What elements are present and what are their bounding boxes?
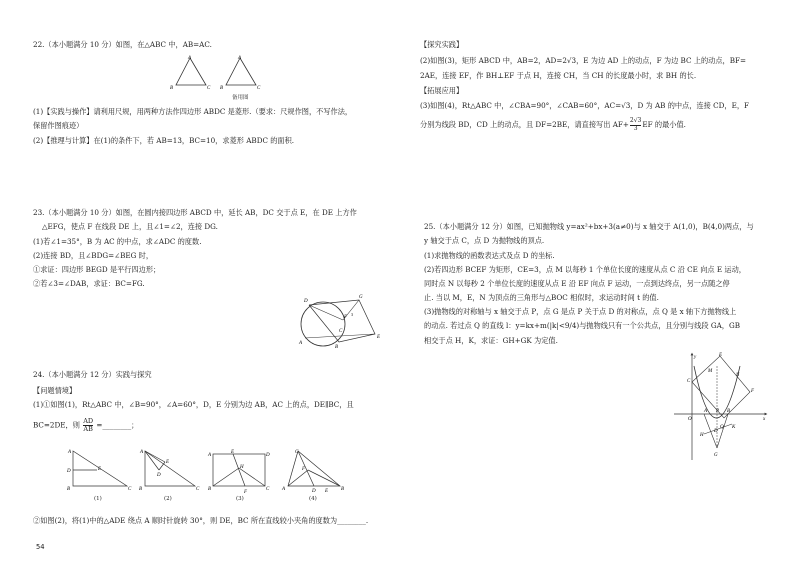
- q22-figure-triangle: [168, 55, 216, 91]
- q24-part1: (1)①如图(1)，Rt△ABC 中，∠B=90°，∠A=60°，D，E 分别为边 AB，AC 上的点，DE∥BC，且: [33, 400, 354, 409]
- svg-text:A: A: [704, 409, 708, 414]
- svg-text:B: B: [67, 487, 71, 492]
- q25-part2-line2: 同时点 N 以每秒 2 个单位长度的速度从点 E 沿 EF 向点 F 运动，一点到达终点，另一点随之停: [424, 279, 730, 288]
- q24-figure-2: [135, 448, 205, 496]
- q23-part2-2: ②若∠3=∠DAB，求证：BC=FG.: [33, 279, 145, 288]
- svg-text:E: E: [325, 489, 329, 494]
- svg-text:C: C: [687, 379, 691, 384]
- svg-text:B: B: [727, 409, 731, 414]
- q24-figure-3: [205, 448, 275, 496]
- svg-text:Q: Q: [720, 425, 724, 430]
- svg-text:E: E: [166, 460, 170, 465]
- svg-text:B: B: [139, 487, 143, 492]
- svg-text:K: K: [732, 425, 736, 430]
- svg-text:G: G: [714, 453, 718, 458]
- q24-figure-4: [278, 448, 348, 496]
- q23-figure-circle: [295, 290, 385, 352]
- q25-part1: (1)求抛物线的函数表达式及点 D 的坐标.: [424, 251, 555, 260]
- q24-fig3-caption: (3): [236, 496, 244, 502]
- q24-part2: ②如图(2)，将(1)中的△ADE 绕点 A 顺时针旋转 30°，则 DE，BC 所在直线较小夹角的度数为________.: [33, 516, 369, 525]
- svg-text:F: F: [751, 389, 755, 394]
- svg-text:y: y: [694, 355, 697, 360]
- q24-header: 24.（本小题满分 12 分）实践与探究: [33, 370, 152, 379]
- q24-part3-frac-num: 2√3: [629, 117, 642, 124]
- svg-text:B: B: [208, 487, 212, 492]
- q23-line2: △EFG，使点 F 在线段 DE 上，且∠1=∠2，连接 DG.: [42, 222, 218, 231]
- q23-part2-1: ①求证：四边形 BEGD 是平行四边形；: [33, 265, 161, 274]
- q24-part3-text: 分别为线段 BD，CD 上的动点，且 DF=2BE，请直接写出 AF+: [420, 120, 629, 129]
- q24-fraction: [83, 418, 93, 433]
- svg-text:A: A: [140, 450, 144, 455]
- svg-text:D: D: [266, 453, 270, 458]
- q25-part3-line1: (3)抛物线的对称轴与 x 轴交于点 P，点 G 是点 P 关于点 D 的对称点，点 Q 是 x 轴下方抛物线上: [424, 307, 737, 316]
- q24-part2-rect-line2: 2AE，连接 EF，作 BH⊥EF 于点 H，连接 CH，当 CH 的长度最小时，求 BH 的长.: [420, 71, 697, 80]
- svg-text:E: E: [377, 335, 381, 340]
- svg-text:A: A: [282, 487, 286, 492]
- svg-text:G: G: [359, 295, 363, 300]
- svg-text:B: B: [335, 345, 339, 350]
- svg-text:A: A: [68, 450, 72, 455]
- q24-fig2-caption: (2): [164, 496, 172, 502]
- svg-text:P: P: [716, 409, 720, 414]
- q25-part2-line1: (2)若四边形 BCEF 为矩形，CE=3，点 M 以每秒 1 个单位长度的速度从点 C 沿 CE 向点 E 运动，: [424, 265, 746, 274]
- section-extension: 【拓展应用】: [420, 86, 464, 95]
- q24-part3-fraction: [630, 118, 641, 132]
- q24-frac-den: AB: [83, 425, 93, 433]
- svg-text:B: B: [220, 86, 224, 91]
- q24-figure-1: [65, 448, 135, 496]
- q22-part1-line1: (1)【实践与操作】请利用尺规，用两种方法作四边形 ABDC 是菱形.（要求：尺规作图，不写作法，: [33, 107, 353, 116]
- svg-text:B: B: [170, 86, 174, 91]
- q24-part3-line1: (3)如图(4)，Rt△ABC 中，∠CBA=90°，∠CAB=60°，AC=√3，D 为 AB 的中点，连接 CD，E，F: [420, 101, 750, 110]
- q22-part2: (2)【推理与计算】在(1)的条件下，若 AB=13，BC=10，求菱形 ABDC 的面积.: [33, 136, 295, 145]
- q25-part3-line3: 相交于点 H，K，求证：GH+GK 为定值.: [424, 336, 558, 345]
- svg-text:E: E: [719, 353, 723, 358]
- q24-part3-tail: EF 的最小值.: [642, 120, 686, 129]
- q24-part1b-text: BC=2DE，则: [33, 420, 80, 430]
- svg-text:C: C: [295, 450, 299, 455]
- svg-text:C: C: [196, 487, 200, 492]
- q22-header: 22.（本小题满分 10 分）如图，在△ABC 中，AB=AC.: [33, 40, 212, 49]
- q25-header: 25.（本小题满分 12 分）如图，已知抛物线 y=ax²+bx+3(a≠0)与 x 轴交于 A(1,0)，B(4,0)两点，与: [424, 222, 754, 231]
- svg-text:3: 3: [351, 312, 353, 317]
- q24-part1b: [33, 418, 138, 433]
- svg-text:A: A: [208, 453, 212, 458]
- svg-text:F: F: [244, 490, 248, 495]
- q24-part3-line2: [420, 118, 686, 132]
- svg-text:E: E: [231, 450, 235, 455]
- svg-text:E: E: [98, 467, 102, 472]
- svg-text:A: A: [299, 341, 303, 346]
- q24-fig1-caption: (1): [94, 496, 102, 502]
- q22-fig-caption: 备用图: [232, 95, 249, 101]
- q24-blank: =________；: [96, 420, 139, 430]
- svg-text:F: F: [344, 315, 348, 320]
- svg-text:C: C: [257, 86, 261, 91]
- svg-text:B: B: [341, 487, 345, 492]
- q24-frac-num: AD: [83, 417, 94, 425]
- svg-text:H: H: [240, 465, 244, 470]
- svg-text:D: D: [714, 429, 718, 434]
- q23-header: 23.（本小题满分 10 分）如图，在圆内接四边形 ABCD 中，延长 AB，DC 交于点 E，在 DE 上方作: [33, 208, 357, 217]
- page-number: 54: [36, 543, 45, 551]
- svg-text:C: C: [339, 329, 343, 334]
- q25-line2: y 轴交于点 C，点 D 为抛物线的顶点.: [424, 236, 545, 245]
- svg-text:D: D: [67, 469, 71, 474]
- svg-text:C: C: [128, 487, 132, 492]
- svg-text:D: D: [304, 299, 308, 304]
- q22-part1-line2: 保留作图痕迹）: [33, 121, 84, 130]
- section-explore-practice: 【探究实践】: [420, 40, 464, 49]
- q24-fig4-caption: (4): [309, 496, 317, 502]
- q25-figure-parabola: [670, 352, 770, 462]
- right-page: [400, 0, 800, 567]
- svg-text:A: A: [188, 56, 192, 61]
- svg-text:D: D: [157, 473, 161, 478]
- svg-text:C: C: [207, 86, 211, 91]
- q24-part3-frac-den: 3: [633, 124, 638, 132]
- svg-text:D: D: [312, 489, 316, 494]
- svg-text:x: x: [763, 417, 766, 422]
- svg-text:A: A: [238, 56, 242, 61]
- svg-text:N: N: [736, 373, 740, 378]
- svg-text:O: O: [688, 417, 692, 422]
- q25-part3-line2: 的动点. 若过点 Q 的直线 l：y=kx+m(|k|<9/4)与抛物线只有一个公共点，且分别与线段 GA，GB: [424, 321, 741, 330]
- q23-part1: (1)若∠1=35°，B 为 AC 的中点，求∠ADC 的度数.: [33, 237, 202, 246]
- q22-spare-figure: [218, 55, 266, 91]
- svg-text:M: M: [708, 369, 713, 374]
- q24-section-problem: 【问题情境】: [33, 386, 77, 395]
- svg-text:H: H: [700, 433, 704, 438]
- q24-part2-rect-line1: (2)如图(3)，矩形 ABCD 中，AB=2，AD=2√3，E 为边 AD 上的动点，F 为边 BC 上的动点，BF=: [420, 56, 746, 65]
- q23-part2: (2)连接 BD，且∠BDG=∠BEG 时，: [33, 251, 154, 260]
- svg-text:C: C: [266, 487, 270, 492]
- q25-part2-line3: 止. 当以 M，E，N 为顶点的三角形与△BOC 相似时，求运动时间 t 的值.: [424, 293, 659, 302]
- svg-text:F: F: [302, 467, 306, 472]
